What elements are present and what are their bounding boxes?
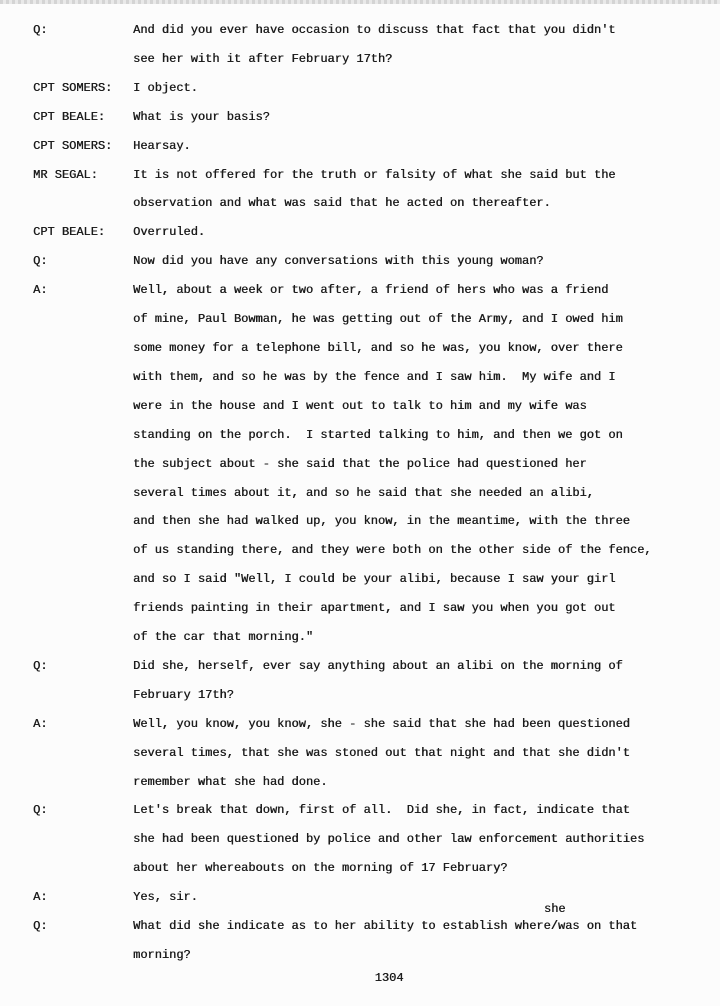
speech-lines bbox=[133, 883, 720, 912]
speech-lines bbox=[133, 902, 720, 970]
transcript-line: remember what she had done. bbox=[133, 774, 328, 789]
transcript-line: the subject about - she said that the police had questioned her bbox=[133, 456, 587, 471]
transcript-line: several times about it, and so he said that she needed an alibi, bbox=[133, 485, 594, 500]
transcript-line: Hearsay. bbox=[133, 138, 191, 153]
transcript-line: some money for a telephone bill, and so he was, you know, over there bbox=[133, 340, 623, 355]
transcript-body bbox=[0, 16, 720, 970]
transcript-line: and so I said "Well, I could be your alibi, because I saw your girl bbox=[133, 572, 616, 587]
transcript-line: Did she, herself, ever say anything about an alibi on the morning of bbox=[133, 658, 623, 673]
speech-lines bbox=[133, 796, 720, 883]
transcript-line: Overruled. bbox=[133, 225, 206, 240]
transcript-line: February 17th? bbox=[133, 687, 234, 702]
transcript-line: It is not offered for the truth or falsity of what she said but the bbox=[133, 167, 616, 182]
speaker-label: CPT BEALE: bbox=[33, 225, 106, 240]
transcript-line: standing on the porch. I started talking to him, and then we got on bbox=[133, 427, 623, 442]
transcript-line: about her whereabouts on the morning of 17 February? bbox=[133, 861, 508, 876]
transcript-line: What did she indicate as to her ability to establish where/ she was on that bbox=[133, 902, 638, 934]
transcript-entry bbox=[0, 710, 720, 797]
transcript-line: And did you ever have occasion to discuss that fact that you didn't bbox=[133, 23, 616, 37]
speaker-label: CPT SOMERS: bbox=[33, 138, 113, 153]
transcript-entry bbox=[0, 883, 720, 912]
transcript-line: Yes, sir. bbox=[133, 890, 198, 905]
transcript-entry bbox=[0, 796, 720, 883]
speaker-label: CPT SOMERS: bbox=[33, 80, 113, 95]
speaker-label: Q: bbox=[33, 919, 48, 934]
transcript-entry bbox=[0, 902, 720, 970]
speaker-label: CPT BEALE: bbox=[33, 109, 106, 124]
speaker-label: Q: bbox=[33, 803, 48, 818]
speaker-label: A: bbox=[33, 716, 48, 731]
transcript-line: of the car that morning." bbox=[133, 630, 314, 645]
transcript-line: observation and what was said that he acted on thereafter. bbox=[133, 196, 551, 211]
scan-edge-top bbox=[0, 0, 720, 4]
transcript-entry bbox=[0, 218, 720, 247]
speech-lines bbox=[133, 103, 720, 132]
transcript-entry bbox=[0, 103, 720, 132]
speech-lines bbox=[133, 652, 720, 710]
transcript-line: were in the house and I went out to talk to him and my wife was bbox=[133, 398, 587, 413]
speech-lines bbox=[133, 276, 720, 652]
speaker-label: A: bbox=[33, 890, 48, 905]
speaker-label: Q: bbox=[33, 23, 48, 37]
transcript-line: Let's break that down, first of all. Did she, in fact, indicate that bbox=[133, 803, 630, 818]
transcript-line: see her with it after February 17th? bbox=[133, 51, 393, 66]
transcript-line: of us standing there, and they were both on the other side of the fence, bbox=[133, 543, 652, 558]
speech-lines bbox=[133, 247, 720, 276]
transcript-line: morning? bbox=[133, 948, 191, 962]
transcript-line: of mine, Paul Bowman, he was getting out of the Army, and I owed him bbox=[133, 312, 623, 327]
transcript-line: with them, and so he was by the fence and I saw him. My wife and I bbox=[133, 369, 616, 384]
transcript-line: Well, you know, you know, she - she said that she had been questioned bbox=[133, 716, 630, 731]
transcript-entry bbox=[0, 132, 720, 161]
transcript-line: What is your basis? bbox=[133, 109, 270, 124]
inserted-word: she bbox=[543, 902, 566, 917]
transcript-entry bbox=[0, 247, 720, 276]
speaker-label: Q: bbox=[33, 254, 48, 269]
speech-lines bbox=[133, 161, 720, 219]
speech-lines bbox=[133, 132, 720, 161]
transcript-line: I object. bbox=[133, 80, 198, 95]
speech-lines bbox=[133, 16, 720, 74]
page-number: 1304 bbox=[374, 971, 404, 985]
speaker-label: Q: bbox=[33, 658, 48, 673]
transcript-entry bbox=[0, 161, 720, 219]
speech-lines bbox=[133, 74, 720, 103]
transcript-line: several times, that she was stoned out that night and that she didn't bbox=[133, 745, 630, 760]
speaker-label: MR SEGAL: bbox=[33, 167, 98, 182]
transcript-entry bbox=[0, 74, 720, 103]
transcript-line: Well, about a week or two after, a friend of hers who was a friend bbox=[133, 283, 609, 298]
speech-lines bbox=[133, 218, 720, 247]
transcript-entry bbox=[0, 652, 720, 710]
transcript-line: she had been questioned by police and other law enforcement authorities bbox=[133, 832, 645, 847]
transcript-entry bbox=[0, 16, 720, 74]
speaker-label: A: bbox=[33, 283, 48, 298]
speech-lines bbox=[133, 710, 720, 797]
transcript-entry bbox=[0, 276, 720, 652]
transcript-line: and then she had walked up, you know, in the meantime, with the three bbox=[133, 514, 630, 529]
transcript-line: friends painting in their apartment, and I saw you when you got out bbox=[133, 601, 616, 616]
transcript-line: Now did you have any conversations with this young woman? bbox=[133, 254, 544, 269]
